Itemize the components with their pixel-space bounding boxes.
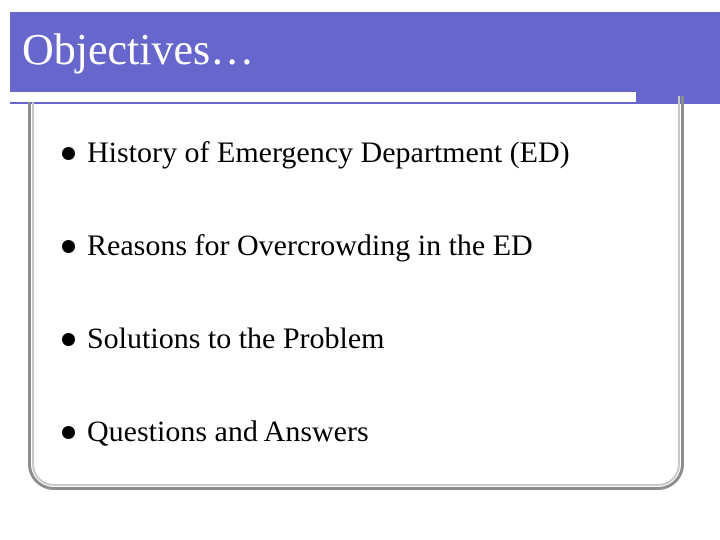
bullet-item [62,409,570,455]
bullet-text: History of Emergency Department (ED) [87,136,570,169]
bullet-dot-icon [62,240,75,253]
bullet-dot-icon [62,333,75,346]
bullet-item [62,130,570,176]
bullet-text: Reasons for Overcrowding in the ED [87,229,533,262]
bullet-text: Questions and Answers [87,415,369,448]
bullet-list [62,130,570,455]
bullet-item [62,223,570,269]
bullet-dot-icon [62,426,75,439]
title-band-underline-gap [0,92,636,102]
bullet-item [62,316,570,362]
bullet-text: Solutions to the Problem [87,322,385,355]
bullet-dot-icon [62,147,75,160]
slide-title: Objectives… [22,25,255,74]
